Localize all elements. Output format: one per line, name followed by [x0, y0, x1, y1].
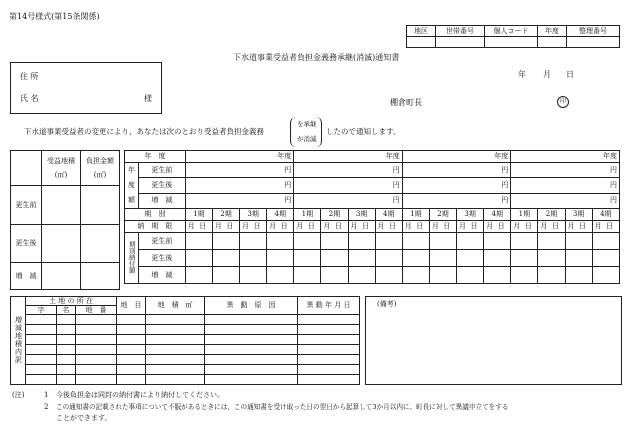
due-date-cell[interactable]	[484, 221, 511, 233]
installment-cell[interactable]	[402, 233, 429, 250]
installment-cell[interactable]	[457, 250, 484, 267]
code-cell[interactable]	[538, 37, 567, 48]
installment-cell[interactable]	[592, 267, 619, 284]
due-month: 月	[431, 222, 439, 230]
installment-cell[interactable]	[240, 250, 267, 267]
due-date-cell[interactable]	[592, 221, 619, 233]
year-col-4: 年度	[511, 151, 620, 163]
due-day: 日	[226, 222, 234, 230]
change-date-header: 異 動 年 月 日	[298, 297, 360, 315]
land-cell[interactable]	[298, 355, 360, 365]
due-month: 月	[323, 222, 331, 230]
installment-cell[interactable]	[267, 267, 294, 284]
note-1-number: 1	[44, 391, 49, 399]
installment-cell[interactable]	[565, 233, 592, 250]
intro-text: 下水道事業受益者の変更により、あなたは次のとおり受益者負担金義務	[24, 127, 264, 136]
due-month: 月	[513, 222, 521, 230]
amount-cell[interactable]: 円	[185, 163, 294, 178]
land-cell[interactable]	[117, 365, 146, 375]
land-cell[interactable]	[205, 365, 298, 375]
remarks-box[interactable]	[365, 296, 622, 385]
area-header-text: 受益地積	[47, 156, 75, 165]
amount-cell[interactable]: 円	[511, 163, 620, 178]
remarks-label: (備考)	[377, 300, 397, 308]
land-cell[interactable]	[146, 325, 205, 335]
installment-cell[interactable]	[429, 250, 456, 267]
installment-cell[interactable]	[538, 250, 565, 267]
land-cell[interactable]	[205, 325, 298, 335]
installment-cell[interactable]	[484, 267, 511, 284]
due-day: 日	[551, 222, 559, 230]
annual-row-diff: 増 減	[139, 193, 186, 208]
amount-unit: (㎡)	[93, 170, 107, 179]
area-unit: (㎡)	[54, 170, 68, 179]
year-col-1: 年度	[185, 151, 294, 163]
land-cell[interactable]	[117, 335, 146, 345]
due-date-cell[interactable]	[185, 221, 212, 233]
installment-cell[interactable]	[402, 250, 429, 267]
due-month: 月	[269, 222, 277, 230]
installment-cell[interactable]	[538, 233, 565, 250]
land-area-unit: ㎡	[185, 301, 193, 309]
period-label: 2期	[212, 209, 239, 221]
lot-number-header: 地 番	[76, 306, 117, 315]
land-cell[interactable]	[26, 315, 57, 325]
intro-option-inherit: を承継	[297, 120, 317, 128]
due-month: 月	[296, 222, 304, 230]
installment-cell[interactable]	[321, 233, 348, 250]
date-month: 月	[543, 70, 551, 79]
period-header: 期 別	[125, 209, 186, 221]
land-cell[interactable]	[146, 375, 205, 385]
annual-amount-label	[125, 163, 139, 209]
land-cell[interactable]	[146, 335, 205, 345]
land-cell[interactable]	[298, 335, 360, 345]
installment-cell[interactable]	[294, 233, 321, 250]
form-number: 第14号様式(第15条関係)	[9, 12, 100, 21]
issuer-name: 棚倉町長	[390, 98, 422, 107]
period-label: 2期	[429, 209, 456, 221]
land-cell[interactable]	[57, 365, 76, 375]
intro-text-end: したので通知します。	[326, 127, 401, 136]
land-side-text: 増減地積内訳	[14, 315, 23, 364]
installment-cell[interactable]	[294, 267, 321, 284]
due-day: 日	[443, 222, 451, 230]
code-cell[interactable]	[436, 37, 485, 48]
due-date-cell[interactable]	[457, 221, 484, 233]
installment-row-after: 更生後	[139, 250, 186, 267]
due-day: 日	[524, 222, 532, 230]
installment-cell[interactable]	[185, 250, 212, 267]
land-area-header	[146, 297, 205, 315]
installment-cell[interactable]	[321, 250, 348, 267]
land-category-header: 地 目	[117, 297, 146, 315]
land-cell[interactable]	[76, 375, 117, 385]
due-day: 日	[579, 222, 586, 230]
land-cell[interactable]	[146, 365, 205, 375]
amount-header	[81, 151, 120, 186]
installment-cell[interactable]	[321, 267, 348, 284]
land-area-text: 地 積	[157, 301, 179, 309]
period-label: 4期	[267, 209, 294, 221]
period-label: 2期	[538, 209, 565, 221]
due-date-cell[interactable]	[511, 221, 538, 233]
left-table-corner	[11, 151, 42, 186]
due-day: 日	[199, 222, 207, 230]
installment-cell[interactable]	[457, 233, 484, 250]
amount-cell[interactable]	[81, 186, 120, 225]
land-location-header: 土 地 の 所 在	[26, 297, 117, 306]
year-col-2: 年度	[294, 151, 403, 163]
amount-cell[interactable]: 円	[402, 178, 511, 193]
left-row-after: 更生後	[11, 225, 42, 263]
left-row-diff: 増 減	[11, 263, 42, 290]
installment-cell[interactable]	[429, 267, 456, 284]
land-cell[interactable]	[298, 375, 360, 385]
note-2-text: この通知書の記載された事項について不服があるときには、この通知書を受け取った日の翌日から起算して3か月以内に、町長に対して異議申立てをする	[56, 403, 509, 411]
amount-cell[interactable]: 円	[511, 178, 620, 193]
land-cell[interactable]	[26, 375, 57, 385]
installment-cell[interactable]	[348, 250, 375, 267]
date-year: 年	[518, 70, 526, 79]
due-month: 月	[350, 222, 358, 230]
seal-mark	[557, 96, 569, 108]
installment-cell[interactable]	[375, 250, 402, 267]
note-2-number: 2	[44, 403, 49, 411]
installment-cell[interactable]	[348, 233, 375, 250]
due-day: 日	[470, 222, 478, 230]
land-cell[interactable]	[205, 375, 298, 385]
land-cell[interactable]	[76, 345, 117, 355]
due-month: 月	[540, 222, 548, 230]
due-month: 月	[377, 222, 385, 230]
amount-cell[interactable]: 円	[402, 193, 511, 208]
annual-label-2: 度	[128, 181, 135, 189]
land-cell[interactable]	[57, 315, 76, 325]
code-header-ref: 整理番号	[567, 26, 620, 37]
amount-cell[interactable]: 円	[294, 163, 403, 178]
installment-cell[interactable]	[565, 250, 592, 267]
seal-text: 印	[559, 98, 566, 105]
code-cell[interactable]	[485, 37, 538, 48]
code-header-district: 地区	[407, 26, 436, 37]
land-cell[interactable]	[298, 345, 360, 355]
amount-cell[interactable]: 円	[185, 178, 294, 193]
installment-cell[interactable]	[592, 250, 619, 267]
land-cell[interactable]	[57, 375, 76, 385]
main-table	[124, 150, 620, 284]
due-day: 日	[253, 222, 261, 230]
left-table	[10, 150, 120, 290]
land-cell[interactable]	[146, 315, 205, 325]
period-label: 2期	[321, 209, 348, 221]
land-cell[interactable]	[117, 345, 146, 355]
land-cell[interactable]	[76, 355, 117, 365]
period-label: 3期	[565, 209, 592, 221]
area-cell[interactable]	[42, 225, 81, 263]
installment-cell[interactable]	[511, 250, 538, 267]
amount-cell[interactable]: 円	[294, 193, 403, 208]
amount-cell[interactable]	[81, 225, 120, 263]
due-date-cell[interactable]	[294, 221, 321, 233]
amount-cell[interactable]: 円	[294, 178, 403, 193]
area-cell[interactable]	[42, 186, 81, 225]
period-label: 3期	[457, 209, 484, 221]
land-cell[interactable]	[117, 375, 146, 385]
area-header	[42, 151, 81, 186]
due-day: 日	[497, 222, 505, 230]
land-table	[10, 296, 360, 385]
due-day: 日	[416, 222, 424, 230]
land-cell[interactable]	[76, 325, 117, 335]
due-date-cell[interactable]	[212, 221, 239, 233]
land-cell[interactable]	[117, 325, 146, 335]
due-day: 日	[362, 222, 369, 230]
amount-cell[interactable]: 円	[402, 163, 511, 178]
code-header-personal: 個人コード	[485, 26, 538, 37]
installment-cell[interactable]	[429, 233, 456, 250]
due-date-cell[interactable]	[565, 221, 592, 233]
land-cell[interactable]	[57, 325, 76, 335]
installment-cell[interactable]	[565, 267, 592, 284]
land-cell[interactable]	[76, 335, 117, 345]
due-month: 月	[242, 222, 250, 230]
land-cell[interactable]	[298, 315, 360, 325]
address-label: 住 所	[20, 72, 39, 81]
annual-label-3: 額	[128, 196, 135, 204]
installment-cell[interactable]	[212, 267, 239, 284]
land-cell[interactable]	[117, 355, 146, 365]
land-cell[interactable]	[26, 355, 57, 365]
due-day: 日	[307, 222, 315, 230]
installment-cell[interactable]	[212, 233, 239, 250]
due-date-cell[interactable]	[375, 221, 402, 233]
land-cell[interactable]	[205, 315, 298, 325]
due-month: 月	[594, 222, 602, 230]
due-date-cell[interactable]	[402, 221, 429, 233]
aza-header: 字	[26, 306, 57, 315]
note-2-text-continued: ことができます。	[56, 414, 112, 422]
due-month: 月	[567, 222, 575, 230]
period-label: 3期	[348, 209, 375, 221]
due-day: 日	[334, 222, 342, 230]
due-day: 日	[606, 222, 614, 230]
annual-row-after: 更生後	[139, 178, 186, 193]
amount-header-text: 負担金額	[86, 156, 114, 165]
land-cell[interactable]	[117, 315, 146, 325]
land-cell[interactable]	[26, 335, 57, 345]
land-cell[interactable]	[57, 335, 76, 345]
annual-row-before: 更生前	[139, 163, 186, 178]
due-month: 月	[459, 222, 467, 230]
land-cell[interactable]	[57, 345, 76, 355]
due-date-cell[interactable]	[240, 221, 267, 233]
period-label: 4期	[375, 209, 402, 221]
installment-cell[interactable]	[294, 250, 321, 267]
installment-cell[interactable]	[484, 250, 511, 267]
due-month: 月	[214, 222, 222, 230]
annual-label-1: 年	[128, 166, 135, 174]
installment-side-text: 期別納付額	[127, 240, 136, 274]
period-label: 4期	[592, 209, 619, 221]
code-header-year: 年度	[538, 26, 567, 37]
period-label: 4期	[484, 209, 511, 221]
due-date-cell[interactable]	[538, 221, 565, 233]
due-month: 月	[187, 222, 195, 230]
due-date-cell[interactable]	[267, 221, 294, 233]
code-header-household: 世帯番号	[436, 26, 485, 37]
land-cell[interactable]	[26, 325, 57, 335]
honorific: 様	[144, 94, 152, 103]
installment-cell[interactable]	[538, 267, 565, 284]
left-row-before: 更生前	[11, 186, 42, 225]
code-cell[interactable]	[407, 37, 436, 48]
amount-cell[interactable]	[81, 263, 120, 290]
installment-cell[interactable]	[212, 250, 239, 267]
installment-cell[interactable]	[375, 267, 402, 284]
intro-option-extinct: が消滅	[297, 135, 317, 143]
period-label: 1期	[185, 209, 212, 221]
area-cell[interactable]	[42, 263, 81, 290]
installment-row-before: 更生前	[139, 233, 186, 250]
land-cell[interactable]	[205, 355, 298, 365]
due-date-header: 納 期 限	[125, 221, 186, 233]
installment-cell[interactable]	[240, 233, 267, 250]
due-date-cell[interactable]	[429, 221, 456, 233]
date-day: 日	[566, 70, 574, 79]
land-cell[interactable]	[298, 325, 360, 335]
installment-cell[interactable]	[240, 267, 267, 284]
due-date-cell[interactable]	[348, 221, 375, 233]
installment-cell[interactable]	[402, 267, 429, 284]
period-label: 1期	[402, 209, 429, 221]
code-table	[406, 25, 620, 48]
land-cell[interactable]	[57, 355, 76, 365]
address-box	[10, 62, 162, 114]
land-cell[interactable]	[76, 315, 117, 325]
period-label: 1期	[511, 209, 538, 221]
land-cell[interactable]	[76, 365, 117, 375]
land-cell[interactable]	[146, 345, 205, 355]
due-day: 日	[389, 222, 397, 230]
land-cell[interactable]	[146, 355, 205, 365]
installment-cell[interactable]	[375, 233, 402, 250]
name-label: 氏 名	[20, 94, 39, 103]
due-month: 月	[404, 222, 412, 230]
installment-cell[interactable]	[267, 233, 294, 250]
installment-cell[interactable]	[511, 267, 538, 284]
installment-row-diff: 増 減	[139, 267, 186, 284]
due-date-cell[interactable]	[321, 221, 348, 233]
installment-cell[interactable]	[185, 233, 212, 250]
installment-cell[interactable]	[457, 267, 484, 284]
na-header: 名	[57, 306, 76, 315]
land-cell[interactable]	[26, 365, 57, 375]
installment-cell[interactable]	[267, 250, 294, 267]
document-title: 下水道事業受益者負担金義務承継(消滅)通知書	[233, 53, 400, 62]
installment-cell[interactable]	[592, 233, 619, 250]
installment-side-label	[125, 233, 139, 284]
installment-cell[interactable]	[511, 233, 538, 250]
land-side-label	[11, 297, 26, 385]
land-cell[interactable]	[26, 345, 57, 355]
period-label: 1期	[294, 209, 321, 221]
due-day: 日	[280, 222, 288, 230]
land-cell[interactable]	[205, 335, 298, 345]
installment-cell[interactable]	[185, 267, 212, 284]
installment-cell[interactable]	[484, 233, 511, 250]
installment-cell[interactable]	[348, 267, 375, 284]
note-1-text: 今後負担金は同封の納付書により納付してください。	[56, 391, 224, 399]
period-label: 3期	[240, 209, 267, 221]
year-col-3: 年度	[402, 151, 511, 163]
amount-cell[interactable]: 円	[185, 193, 294, 208]
due-month: 月	[486, 222, 494, 230]
amount-cell[interactable]: 円	[511, 193, 620, 208]
land-cell[interactable]	[205, 345, 298, 355]
notes-label: (注)	[12, 391, 25, 399]
code-cell[interactable]	[567, 37, 620, 48]
fiscal-year-header: 年 度	[125, 151, 186, 163]
change-reason-header: 異 動 原 因	[205, 297, 298, 315]
land-cell[interactable]	[298, 365, 360, 375]
